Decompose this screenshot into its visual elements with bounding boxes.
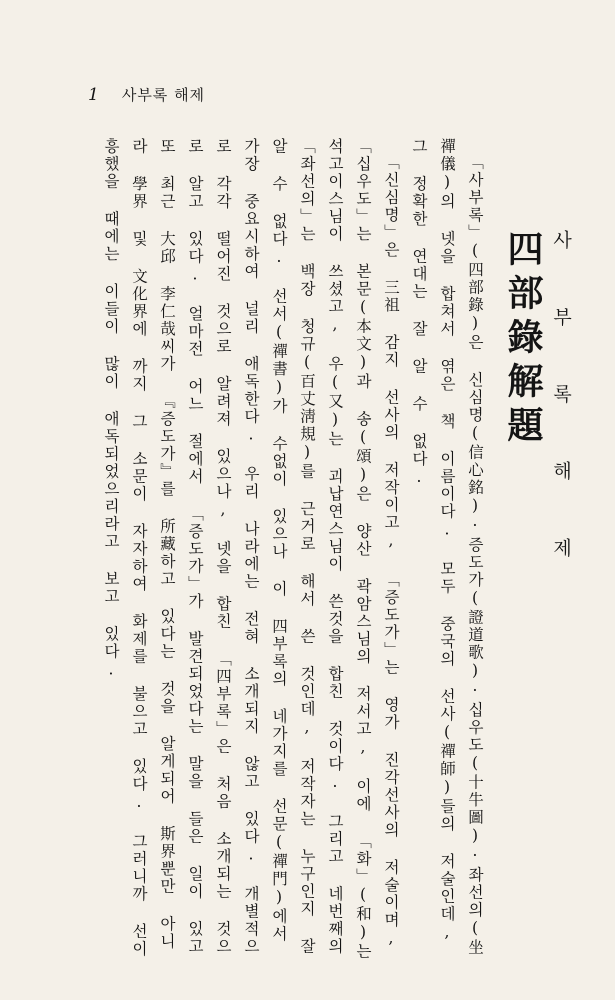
body-paragraph: 「사부록」(四部錄)은 신심명(信心銘)·증도가(證道歌)·십우도(十牛圖)·좌선의(坐禪儀)의 넷을 합쳐서 엮은 책 이름이다. 모두 중국의 선사(禪師)들의 저술인데, 그 정확한 연대는 잘 알 수 없다. xyxy=(410,138,484,956)
page-number: 1 xyxy=(88,85,100,105)
title-block xyxy=(503,138,575,964)
page-header xyxy=(88,84,205,105)
title-hanja: 四部錄解題 xyxy=(502,230,544,450)
page-body xyxy=(50,138,579,964)
running-title: 사부록 해제 xyxy=(121,86,206,104)
body-paragraph: 「신심명」은 三祖 감지 선사의 저작이고, 「증도가」는 영가 진각선사의 저술이며, 「십우도」는 본문(本文)과 송(頌)은 양산 곽암스님의 저서고, 이에 「화」(和)는 석고이스님이 쓰셨고, 우(又)는 괴납연스님이 쓴것을 합친 것이다. 그리고 네번째의 「좌선의」는 백장 청규(百丈淸規)를 근거로 해서 쓴 것인데, 저작자는 누구인지 잘 알 수 없다. 선서(禪書)가 수없이 있으나 이 四부록의 네가지를 선문(禪門)에서 가장 중요시하여 널리 애독한다. 우리 나라에는 전혀 소개되지 않고 있다. 개별적으로 각각 떨어진 것으로 알려져 있으나, 넷을 합친 「四부록」은 처음 소개되는 것으로 알고 있다. 얼마전 어느 절에서 「증도가」가 발견되었다는 말을 들은 일이 있고 또 최근 大邱 李仁哉씨가 『증도가』를 所藏하고 있다는 것을 알게되어 斯界뿐만 아니라 學界 및 文化界에 까지 그 소문이 자자하여 화제를 불으고 있다. 그러니까 선이 흥했을 때에는 이들이 많이 애독되었으리라고 보고 있다. xyxy=(102,138,400,961)
title-hangul: 사 부 록 해 제 xyxy=(550,230,572,575)
